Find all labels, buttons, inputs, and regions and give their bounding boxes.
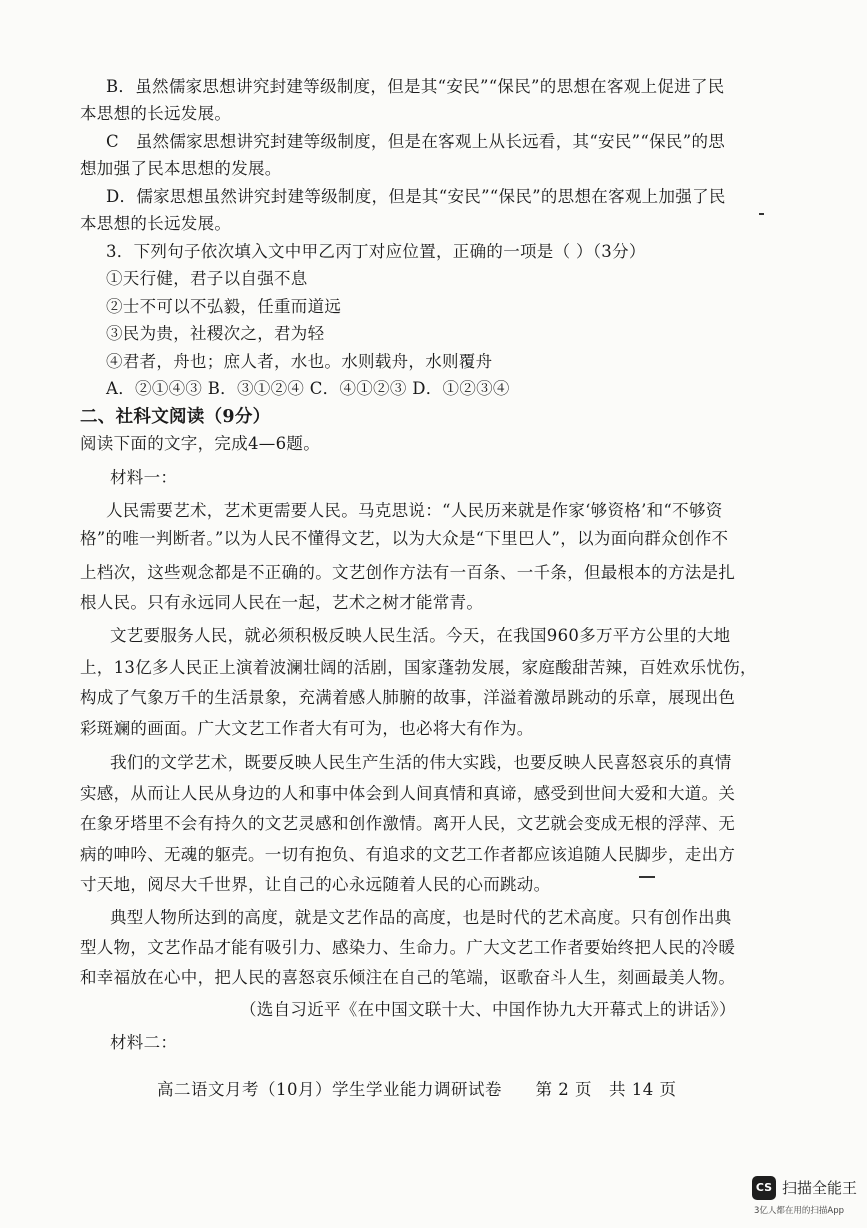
reading-instruction: 阅读下面的文字，完成4—6题。 [80,434,320,453]
page-footer [157,1076,676,1100]
page-number: 第 2 页 共 14 页 [535,1080,677,1099]
paragraph-4-line-2: 型人物，文艺作品才能有吸引力、感染力、生命力。广大文艺工作者要始终把人民的冷暖 [80,938,736,957]
paragraph-4-line-1: 典型人物所达到的高度，就是文艺作品的高度，也是时代的艺术高度。只有创作出典 [110,908,732,927]
question-3: 3．下列句子依次填入文中甲乙丙丁对应位置，正确的一项是（ ）（3分） [106,242,646,261]
paragraph-2-line-2: 上，13亿多人民正上演着波澜壮阔的活剧，国家蓬勃发展，家庭酸甜苦辣，百姓欢乐忧伤， [80,658,757,677]
brand-tagline: 3亿人都在用的扫描App [754,1206,845,1216]
paragraph-3-line-4: 病的呻吟、无魂的躯壳。一切有抱负、有追求的文艺工作者都应该追随人民脚步，走出方 [80,845,736,864]
paragraph-2-line-1: 文艺要服务人民，就必须积极反映人民生活。今天，在我国960多万平方公里的大地 [110,626,731,645]
option-d-line-2: 本思想的长远发展。 [80,214,232,233]
source-citation: （选自习近平《在中国文联十大、中国作协九大开幕式上的讲话》） [240,1000,736,1019]
option-b-line-2: 本思想的长远发展。 [80,104,232,123]
paragraph-1-line-3: 上档次，这些观念都是不正确的。文艺创作方法有一百条、一千条，但最根本的方法是扎 [80,563,736,582]
option-b-line-1: B．虽然儒家思想讲究封建等级制度，但是其“安民”“保民”的思想在客观上促进了民 [106,77,725,96]
paragraph-4-line-3: 和幸福放在心中，把人民的喜怒哀乐倾注在自己的笔端，讴歌奋斗人生，刻画最美人物。 [80,968,736,987]
paragraph-1-line-4: 根人民。只有永远同人民在一起，艺术之树才能常青。 [80,593,484,612]
brand-name: 扫描全能王 [782,1179,858,1197]
scan-speck [759,213,764,215]
scanner-watermark [752,1176,862,1220]
material-one-label: 材料一： [110,468,178,487]
sentence-2: ②士不可以不弘毅，任重而道远 [106,297,342,316]
paragraph-2-line-3: 构成了气象万千的生活景象，充满着感人肺腑的故事，洋溢着激昂跳动的乐章，展现出色 [80,688,736,707]
question-3-options: A．②①④③ B．③①②④ C．④①②③ D．①②③④ [106,379,510,398]
sentence-3: ③民为贵，社稷次之，君为轻 [106,324,325,343]
option-d-line-1: D．儒家思想虽然讲究封建等级制度，但是其“安民”“保民”的思想在客观上加强了民 [106,187,726,206]
sentence-4: ④君者，舟也；庶人者，水也。水则载舟，水则覆舟 [106,352,493,371]
paragraph-3-line-2: 实感，从而让人民从身边的人和事中体会到人间真情和真谛，感受到世间大爱和大道。关 [80,784,736,803]
paragraph-1-line-1: 人民需要艺术，艺术更需要人民。马克思说：“人民历来就是作家‘够资格’和“不够资 [106,501,723,520]
paragraph-1-line-2: 格”的唯一判断者。”以为人民不懂得文艺，以为大众是“下里巴人”，以为面向群众创作不 [80,529,729,548]
scan-speck [639,876,655,878]
paragraph-3-line-5: 寸天地，阅尽大千世界，让自己的心永远随着人民的心而跳动。 [80,875,551,894]
exam-title: 高二语文月考（10月）学生学业能力调研试卷 [157,1080,502,1099]
option-c-line-1: C 虽然儒家思想讲究封建等级制度，但是在客观上从长远看，其“安民”“保民”的思 [106,132,726,151]
option-c-line-2: 想加强了民本思想的发展。 [80,159,282,178]
cs-logo-icon: CS [752,1176,776,1200]
material-two-label: 材料二： [110,1033,178,1052]
paragraph-2-line-4: 彩斑斓的画面。广大文艺工作者大有可为，也必将大有作为。 [80,719,534,738]
paragraph-3-line-1: 我们的文学艺术，既要反映人民生产生活的伟大实践，也要反映人民喜怒哀乐的真情 [110,753,732,772]
sentence-1: ①天行健，君子以自强不息 [106,269,308,288]
paragraph-3-line-3: 在象牙塔里不会有持久的文艺灵感和创作激情。离开人民，文艺就会变成无根的浮萍、无 [80,814,736,833]
section-heading: 二、社科文阅读（9分） [80,407,271,427]
